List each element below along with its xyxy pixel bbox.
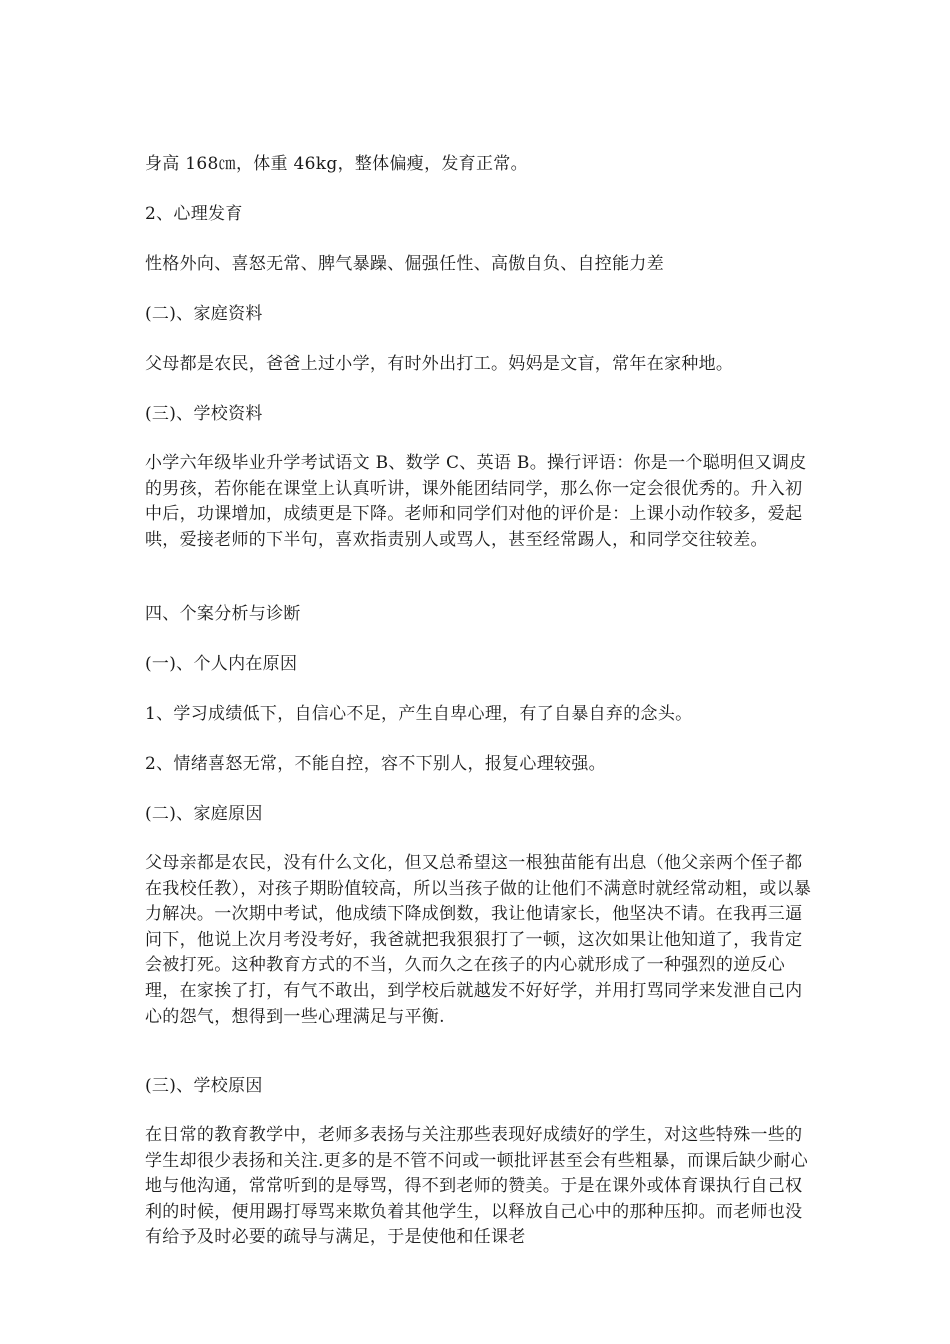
heading-personal-causes: (一)、个人内在原因 bbox=[145, 654, 298, 674]
paragraph-family-causes: 父母亲都是农民，没有什么文化，但又总希望这一根独苗能有出息（他父亲两个侄子都在我校任教），对孩子期盼值较高，所以当孩子做的让他们不满意时就经常动粗，或以暴力解决。一次期中考试，他成绩下降成倒数，我让他请家长，他坚决不请。在我再三逼问下，他说上次月考没考好，我爸就把我狠狠打了一顿，这次如果让他知道了，我肯定会被打死。这种教育方式的不当，久而久之在孩子的内心就形成了一种强烈的逆反心理，在家挨了打，有气不敢出，到学校后就越发不好好学，并用打骂同学来发泄自己内心的怨气，想得到一些心理满足与平衡. bbox=[145, 853, 812, 1027]
paragraph-cause-2: 2、情绪喜怒无常，不能自控，容不下别人，报复心理较强。 bbox=[145, 754, 606, 774]
heading-psychological-development: 2、心理发育 bbox=[145, 204, 243, 224]
heading-family-causes: (二)、家庭原因 bbox=[145, 804, 263, 824]
paragraph-physical-stats: 身高 168㎝，体重 46kg，整体偏瘦，发育正常。 bbox=[145, 154, 528, 174]
heading-family-info: (二)、家庭资料 bbox=[145, 304, 263, 324]
paragraph-school-info: 小学六年级毕业升学考试语文 B、数学 C、英语 B。操行评语：你是一个聪明但又调皮的男孩，若你能在课堂上认真听讲，课外能团结同学，那么你一定会很优秀的。升入初中后，功课增加，成绩更是下降。老师和同学们对他的评价是：上课小动作较多，爱起哄，爱接老师的下半句，喜欢指责别人或骂人，甚至经常踢人，和同学交往较差。 bbox=[145, 453, 807, 550]
heading-school-causes: (三)、学校原因 bbox=[145, 1076, 263, 1096]
paragraph-school-causes: 在日常的教育教学中，老师多表扬与关注那些表现好成绩好的学生，对这些特殊一些的学生却很少表扬和关注.更多的是不管不问或一顿批评甚至会有些粗暴，而课后缺少耐心地与他沟通，常常听到的是辱骂，得不到老师的赞美。于是在课外或体育课执行自己权利的时候，便用踢打辱骂来欺负着其他学生，以释放自己心中的那种压抑。而老师也没有给予及时必要的疏导与满足，于是使他和任课老 bbox=[145, 1125, 809, 1248]
heading-case-analysis: 四、个案分析与诊断 bbox=[145, 604, 301, 624]
heading-school-info: (三)、学校资料 bbox=[145, 404, 263, 424]
paragraph-personality: 性格外向、喜怒无常、脾气暴躁、倔强任性、高傲自负、自控能力差 bbox=[145, 254, 664, 274]
paragraph-family-info: 父母都是农民，爸爸上过小学，有时外出打工。妈妈是文盲，常年在家种地。 bbox=[145, 354, 734, 374]
paragraph-cause-1: 1、学习成绩低下，自信心不足，产生自卑心理，有了自暴自弃的念头。 bbox=[145, 704, 693, 724]
